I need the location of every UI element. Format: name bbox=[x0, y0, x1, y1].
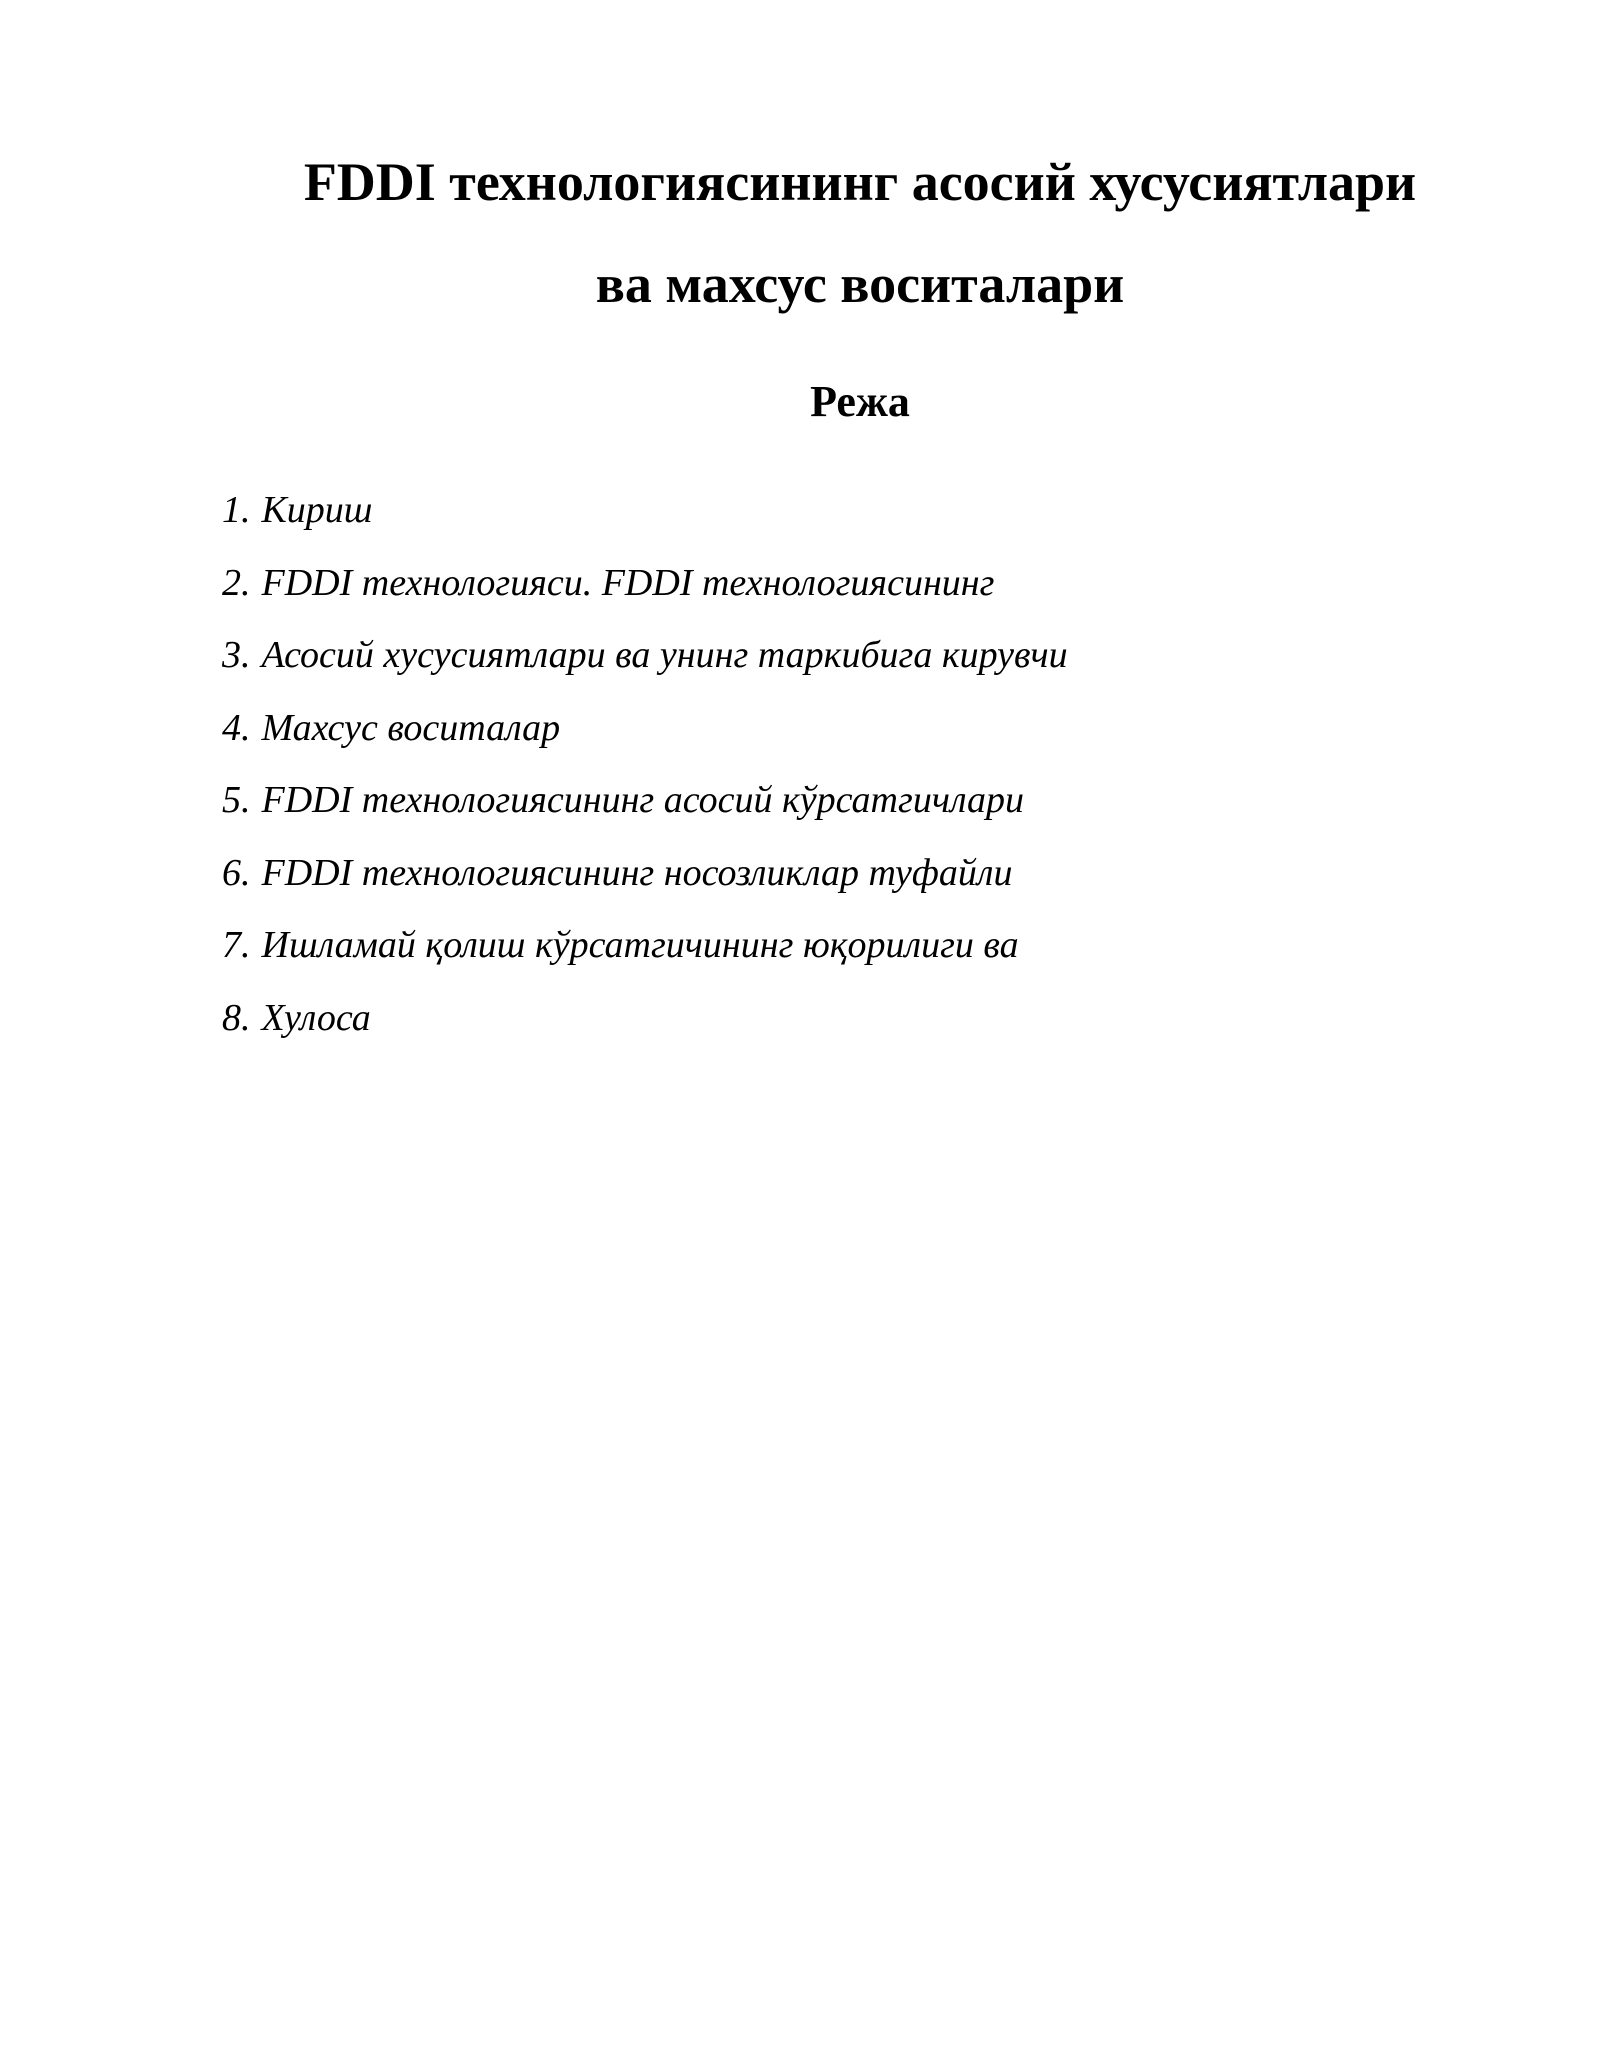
plan-item-number: 4. bbox=[222, 706, 251, 749]
plan-item bbox=[222, 633, 1068, 677]
plan-item-text: Асосий хусусиятлари ва унинг таркибига кирувчи bbox=[261, 634, 1068, 676]
plan-item-number: 3. bbox=[222, 634, 251, 676]
plan-item bbox=[222, 851, 1068, 895]
plan-item bbox=[222, 706, 1068, 750]
plan-heading: Режа bbox=[810, 377, 910, 426]
plan-item-text: Ишламай қолиш кўрсатгичининг юқорилиги ва bbox=[261, 924, 1019, 966]
document-title-line-2: ва махсус воситалари bbox=[595, 254, 1125, 314]
plan-item bbox=[222, 561, 1068, 605]
plan-item-text: Хулоса bbox=[261, 996, 371, 1039]
plan-list bbox=[222, 488, 1068, 1068]
plan-item-text: FDDI технологияси. FDDI технологиясининг bbox=[261, 561, 995, 604]
plan-item bbox=[222, 488, 1068, 532]
document-title-line-1: FDDI технологиясининг асосий хусусиятлари bbox=[303, 152, 1417, 212]
plan-item-number: 1. bbox=[222, 489, 251, 531]
plan-item-number: 6. bbox=[222, 851, 251, 894]
plan-item-number: 2. bbox=[222, 561, 251, 604]
plan-item-text: Махсус воситалар bbox=[261, 706, 561, 749]
plan-item bbox=[222, 996, 1068, 1040]
plan-item bbox=[222, 778, 1068, 822]
plan-item-number: 8. bbox=[222, 996, 251, 1039]
plan-item-text: FDDI технологиясининг носозликлар туфайли bbox=[261, 851, 1013, 894]
plan-item-text: FDDI технологиясининг асосий кўрсатгичлари bbox=[261, 779, 1024, 821]
plan-item bbox=[222, 923, 1068, 967]
plan-item-number: 5. bbox=[222, 779, 251, 821]
plan-item-text: Кириш bbox=[261, 489, 373, 531]
plan-item-number: 7. bbox=[222, 924, 251, 966]
